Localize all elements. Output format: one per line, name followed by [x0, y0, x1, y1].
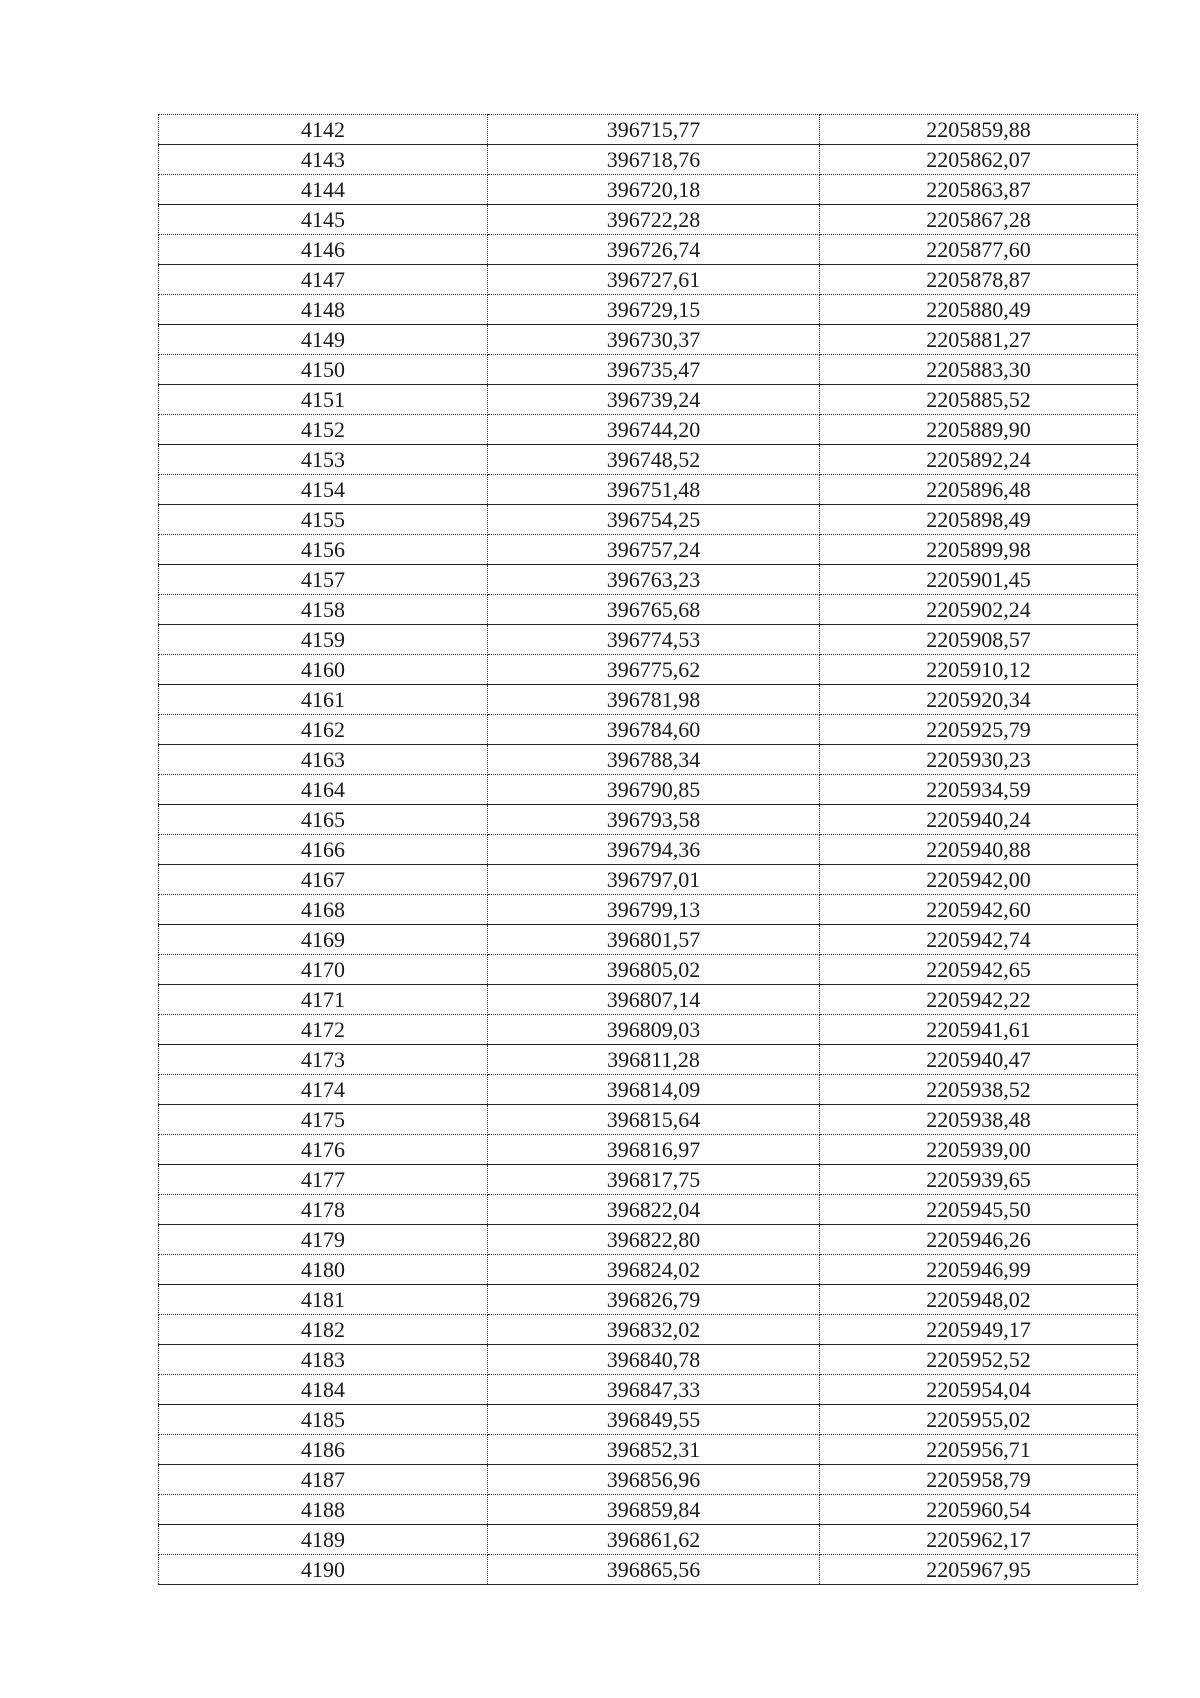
- table-row: [159, 925, 1138, 955]
- point-number-cell: 4145: [159, 205, 488, 235]
- x-coordinate-cell: 396751,48: [488, 475, 820, 505]
- point-number-cell: 4174: [159, 1075, 488, 1105]
- x-coordinate-cell: 396847,33: [488, 1375, 820, 1405]
- point-number-cell: 4168: [159, 895, 488, 925]
- y-coordinate-cell: 2205902,24: [820, 595, 1138, 625]
- x-coordinate-cell: 396784,60: [488, 715, 820, 745]
- y-coordinate-cell: 2205940,24: [820, 805, 1138, 835]
- point-number-cell: 4147: [159, 265, 488, 295]
- point-number-cell: 4164: [159, 775, 488, 805]
- table-row: [159, 805, 1138, 835]
- table-row: [159, 865, 1138, 895]
- table-row: [159, 625, 1138, 655]
- point-number-cell: 4169: [159, 925, 488, 955]
- y-coordinate-cell: 2205878,87: [820, 265, 1138, 295]
- point-number-cell: 4180: [159, 1255, 488, 1285]
- y-coordinate-cell: 2205962,17: [820, 1525, 1138, 1555]
- table-row: [159, 1285, 1138, 1315]
- table-row: [159, 355, 1138, 385]
- x-coordinate-cell: 396727,61: [488, 265, 820, 295]
- y-coordinate-cell: 2205958,79: [820, 1465, 1138, 1495]
- point-number-cell: 4188: [159, 1495, 488, 1525]
- x-coordinate-cell: 396805,02: [488, 955, 820, 985]
- table-row: [159, 985, 1138, 1015]
- x-coordinate-cell: 396865,56: [488, 1555, 820, 1585]
- table-row: [159, 1375, 1138, 1405]
- y-coordinate-cell: 2205949,17: [820, 1315, 1138, 1345]
- table-row: [159, 295, 1138, 325]
- point-number-cell: 4172: [159, 1015, 488, 1045]
- x-coordinate-cell: 396807,14: [488, 985, 820, 1015]
- y-coordinate-cell: 2205898,49: [820, 505, 1138, 535]
- y-coordinate-cell: 2205954,04: [820, 1375, 1138, 1405]
- x-coordinate-cell: 396826,79: [488, 1285, 820, 1315]
- x-coordinate-cell: 396720,18: [488, 175, 820, 205]
- table-row: [159, 1525, 1138, 1555]
- x-coordinate-cell: 396824,02: [488, 1255, 820, 1285]
- x-coordinate-cell: 396856,96: [488, 1465, 820, 1495]
- table-row: [159, 475, 1138, 505]
- point-number-cell: 4148: [159, 295, 488, 325]
- x-coordinate-cell: 396861,62: [488, 1525, 820, 1555]
- point-number-cell: 4155: [159, 505, 488, 535]
- x-coordinate-cell: 396781,98: [488, 685, 820, 715]
- point-number-cell: 4159: [159, 625, 488, 655]
- x-coordinate-cell: 396816,97: [488, 1135, 820, 1165]
- coordinate-table-body: [159, 115, 1138, 1585]
- x-coordinate-cell: 396729,15: [488, 295, 820, 325]
- y-coordinate-cell: 2205940,88: [820, 835, 1138, 865]
- table-row: [159, 685, 1138, 715]
- y-coordinate-cell: 2205967,95: [820, 1555, 1138, 1585]
- x-coordinate-cell: 396794,36: [488, 835, 820, 865]
- point-number-cell: 4150: [159, 355, 488, 385]
- y-coordinate-cell: 2205910,12: [820, 655, 1138, 685]
- y-coordinate-cell: 2205925,79: [820, 715, 1138, 745]
- y-coordinate-cell: 2205859,88: [820, 115, 1138, 145]
- x-coordinate-cell: 396801,57: [488, 925, 820, 955]
- y-coordinate-cell: 2205942,00: [820, 865, 1138, 895]
- table-row: [159, 1315, 1138, 1345]
- point-number-cell: 4176: [159, 1135, 488, 1165]
- x-coordinate-cell: 396754,25: [488, 505, 820, 535]
- point-number-cell: 4189: [159, 1525, 488, 1555]
- table-row: [159, 1135, 1138, 1165]
- table-row: [159, 265, 1138, 295]
- x-coordinate-cell: 396730,37: [488, 325, 820, 355]
- y-coordinate-cell: 2205956,71: [820, 1435, 1138, 1465]
- x-coordinate-cell: 396774,53: [488, 625, 820, 655]
- point-number-cell: 4144: [159, 175, 488, 205]
- y-coordinate-cell: 2205920,34: [820, 685, 1138, 715]
- table-row: [159, 655, 1138, 685]
- table-row: [159, 175, 1138, 205]
- x-coordinate-cell: 396726,74: [488, 235, 820, 265]
- y-coordinate-cell: 2205945,50: [820, 1195, 1138, 1225]
- x-coordinate-cell: 396793,58: [488, 805, 820, 835]
- point-number-cell: 4175: [159, 1105, 488, 1135]
- y-coordinate-cell: 2205892,24: [820, 445, 1138, 475]
- x-coordinate-cell: 396765,68: [488, 595, 820, 625]
- point-number-cell: 4181: [159, 1285, 488, 1315]
- table-row: [159, 775, 1138, 805]
- point-number-cell: 4162: [159, 715, 488, 745]
- table-row: [159, 145, 1138, 175]
- y-coordinate-cell: 2205867,28: [820, 205, 1138, 235]
- point-number-cell: 4173: [159, 1045, 488, 1075]
- y-coordinate-cell: 2205942,60: [820, 895, 1138, 925]
- table-row: [159, 835, 1138, 865]
- y-coordinate-cell: 2205942,65: [820, 955, 1138, 985]
- x-coordinate-cell: 396744,20: [488, 415, 820, 445]
- table-row: [159, 895, 1138, 925]
- y-coordinate-cell: 2205934,59: [820, 775, 1138, 805]
- point-number-cell: 4153: [159, 445, 488, 475]
- x-coordinate-cell: 396790,85: [488, 775, 820, 805]
- y-coordinate-cell: 2205942,74: [820, 925, 1138, 955]
- table-row: [159, 325, 1138, 355]
- table-row: [159, 1225, 1138, 1255]
- x-coordinate-cell: 396822,04: [488, 1195, 820, 1225]
- x-coordinate-cell: 396788,34: [488, 745, 820, 775]
- point-number-cell: 4152: [159, 415, 488, 445]
- table-row: [159, 1435, 1138, 1465]
- table-row: [159, 505, 1138, 535]
- point-number-cell: 4183: [159, 1345, 488, 1375]
- x-coordinate-cell: 396859,84: [488, 1495, 820, 1525]
- point-number-cell: 4154: [159, 475, 488, 505]
- y-coordinate-cell: 2205948,02: [820, 1285, 1138, 1315]
- point-number-cell: 4158: [159, 595, 488, 625]
- x-coordinate-cell: 396715,77: [488, 115, 820, 145]
- x-coordinate-cell: 396757,24: [488, 535, 820, 565]
- x-coordinate-cell: 396775,62: [488, 655, 820, 685]
- x-coordinate-cell: 396739,24: [488, 385, 820, 415]
- y-coordinate-cell: 2205939,00: [820, 1135, 1138, 1165]
- x-coordinate-cell: 396748,52: [488, 445, 820, 475]
- y-coordinate-cell: 2205883,30: [820, 355, 1138, 385]
- table-row: [159, 205, 1138, 235]
- point-number-cell: 4143: [159, 145, 488, 175]
- point-number-cell: 4167: [159, 865, 488, 895]
- table-row: [159, 1015, 1138, 1045]
- point-number-cell: 4161: [159, 685, 488, 715]
- x-coordinate-cell: 396832,02: [488, 1315, 820, 1345]
- point-number-cell: 4171: [159, 985, 488, 1015]
- y-coordinate-cell: 2205880,49: [820, 295, 1138, 325]
- table-row: [159, 1075, 1138, 1105]
- point-number-cell: 4149: [159, 325, 488, 355]
- point-number-cell: 4160: [159, 655, 488, 685]
- point-number-cell: 4177: [159, 1165, 488, 1195]
- y-coordinate-cell: 2205930,23: [820, 745, 1138, 775]
- x-coordinate-cell: 396822,80: [488, 1225, 820, 1255]
- y-coordinate-cell: 2205901,45: [820, 565, 1138, 595]
- point-number-cell: 4156: [159, 535, 488, 565]
- table-row: [159, 445, 1138, 475]
- table-row: [159, 565, 1138, 595]
- y-coordinate-cell: 2205938,48: [820, 1105, 1138, 1135]
- y-coordinate-cell: 2205946,26: [820, 1225, 1138, 1255]
- y-coordinate-cell: 2205899,98: [820, 535, 1138, 565]
- point-number-cell: 4178: [159, 1195, 488, 1225]
- point-number-cell: 4157: [159, 565, 488, 595]
- point-number-cell: 4151: [159, 385, 488, 415]
- x-coordinate-cell: 396840,78: [488, 1345, 820, 1375]
- point-number-cell: 4185: [159, 1405, 488, 1435]
- y-coordinate-cell: 2205877,60: [820, 235, 1138, 265]
- point-number-cell: 4146: [159, 235, 488, 265]
- x-coordinate-cell: 396849,55: [488, 1405, 820, 1435]
- x-coordinate-cell: 396799,13: [488, 895, 820, 925]
- point-number-cell: 4190: [159, 1555, 488, 1585]
- table-row: [159, 1195, 1138, 1225]
- y-coordinate-cell: 2205942,22: [820, 985, 1138, 1015]
- y-coordinate-cell: 2205885,52: [820, 385, 1138, 415]
- point-number-cell: 4187: [159, 1465, 488, 1495]
- x-coordinate-cell: 396722,28: [488, 205, 820, 235]
- y-coordinate-cell: 2205960,54: [820, 1495, 1138, 1525]
- x-coordinate-cell: 396852,31: [488, 1435, 820, 1465]
- table-row: [159, 385, 1138, 415]
- y-coordinate-cell: 2205938,52: [820, 1075, 1138, 1105]
- table-row: [159, 955, 1138, 985]
- table-row: [159, 1105, 1138, 1135]
- y-coordinate-cell: 2205881,27: [820, 325, 1138, 355]
- x-coordinate-cell: 396797,01: [488, 865, 820, 895]
- y-coordinate-cell: 2205896,48: [820, 475, 1138, 505]
- x-coordinate-cell: 396815,64: [488, 1105, 820, 1135]
- x-coordinate-cell: 396718,76: [488, 145, 820, 175]
- table-row: [159, 1255, 1138, 1285]
- point-number-cell: 4166: [159, 835, 488, 865]
- y-coordinate-cell: 2205908,57: [820, 625, 1138, 655]
- point-number-cell: 4182: [159, 1315, 488, 1345]
- table-row: [159, 1465, 1138, 1495]
- table-row: [159, 1495, 1138, 1525]
- point-number-cell: 4186: [159, 1435, 488, 1465]
- y-coordinate-cell: 2205939,65: [820, 1165, 1138, 1195]
- point-number-cell: 4163: [159, 745, 488, 775]
- y-coordinate-cell: 2205889,90: [820, 415, 1138, 445]
- table-row: [159, 1345, 1138, 1375]
- coordinate-table: [158, 114, 1138, 1585]
- table-row: [159, 1045, 1138, 1075]
- x-coordinate-cell: 396763,23: [488, 565, 820, 595]
- x-coordinate-cell: 396814,09: [488, 1075, 820, 1105]
- x-coordinate-cell: 396817,75: [488, 1165, 820, 1195]
- x-coordinate-cell: 396809,03: [488, 1015, 820, 1045]
- y-coordinate-cell: 2205863,87: [820, 175, 1138, 205]
- y-coordinate-cell: 2205941,61: [820, 1015, 1138, 1045]
- y-coordinate-cell: 2205955,02: [820, 1405, 1138, 1435]
- table-row: [159, 715, 1138, 745]
- x-coordinate-cell: 396811,28: [488, 1045, 820, 1075]
- point-number-cell: 4142: [159, 115, 488, 145]
- table-row: [159, 235, 1138, 265]
- point-number-cell: 4165: [159, 805, 488, 835]
- table-row: [159, 1165, 1138, 1195]
- point-number-cell: 4184: [159, 1375, 488, 1405]
- table-row: [159, 745, 1138, 775]
- table-row: [159, 115, 1138, 145]
- y-coordinate-cell: 2205940,47: [820, 1045, 1138, 1075]
- table-row: [159, 1555, 1138, 1585]
- point-number-cell: 4179: [159, 1225, 488, 1255]
- y-coordinate-cell: 2205862,07: [820, 145, 1138, 175]
- table-row: [159, 595, 1138, 625]
- table-row: [159, 415, 1138, 445]
- point-number-cell: 4170: [159, 955, 488, 985]
- y-coordinate-cell: 2205946,99: [820, 1255, 1138, 1285]
- y-coordinate-cell: 2205952,52: [820, 1345, 1138, 1375]
- table-row: [159, 1405, 1138, 1435]
- x-coordinate-cell: 396735,47: [488, 355, 820, 385]
- table-row: [159, 535, 1138, 565]
